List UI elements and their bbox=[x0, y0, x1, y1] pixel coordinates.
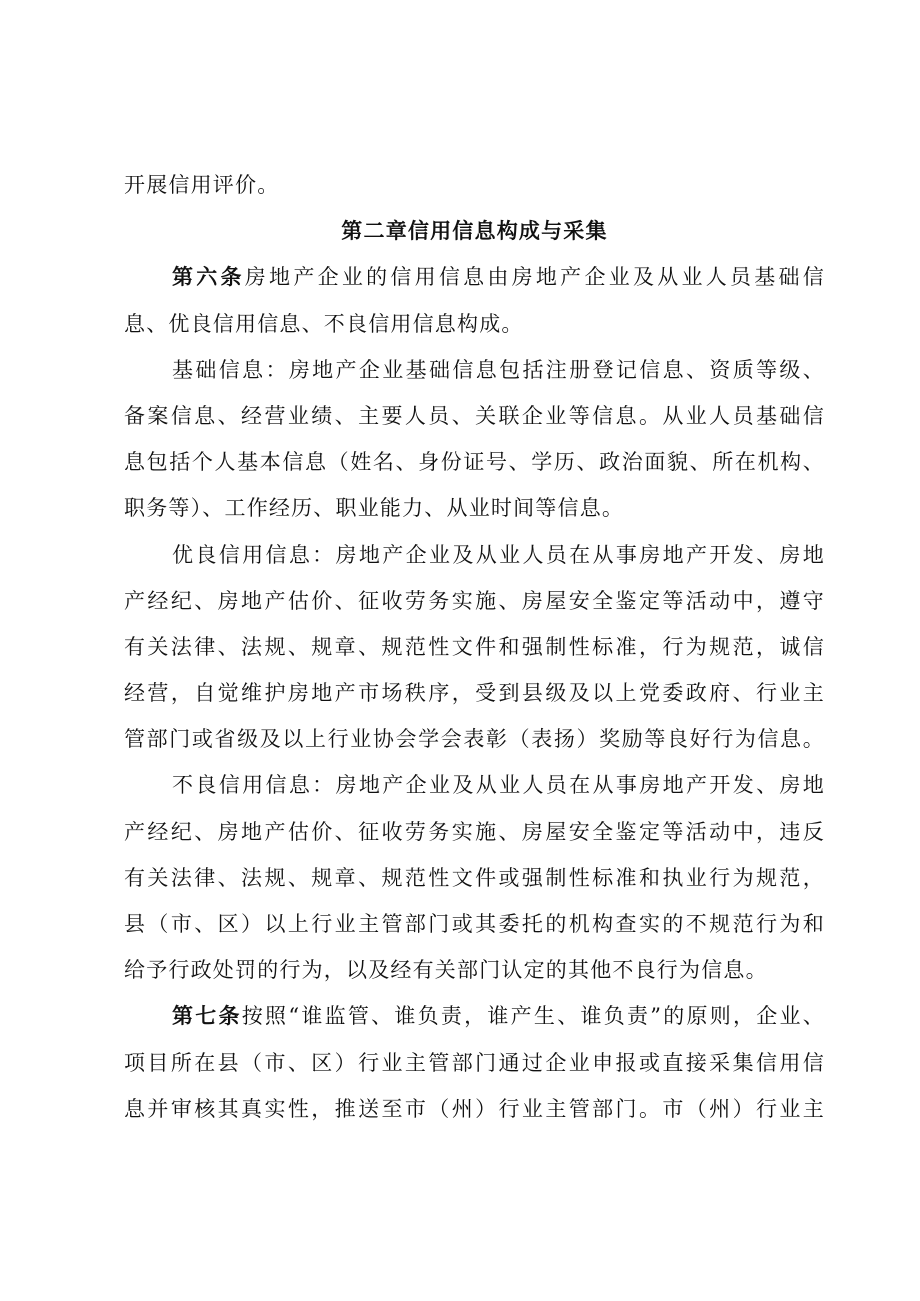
article-label: 第六条 bbox=[172, 264, 245, 290]
text-line-12: 经营，自觉维护房地产市场秩序，受到县级及以上党委政府、行业主 bbox=[124, 681, 825, 706]
text-line-1: 开展信用评价。 bbox=[124, 173, 280, 197]
text-line-7: 息包括个人基本信息（姓名、身份证号、学历、政治面貌、所在机构、 bbox=[124, 450, 825, 475]
bad-credit-paragraph: 不良信用信息：房地产企业及从业人员在从事房地产开发、房地 bbox=[172, 773, 825, 798]
text-line-4: 息、优良信用信息、不良信用信息构成。 bbox=[124, 311, 524, 336]
text-line-18: 给予行政处罚的行为，以及经有关部门认定的其他不良行为信息。 bbox=[124, 958, 768, 983]
text-line-20: 项目所在县（市、区）行业主管部门通过企业申报或直接采集信用信 bbox=[124, 1050, 825, 1075]
document-body bbox=[124, 162, 825, 1132]
text-line-21: 息并审核其真实性，推送至市（州）行业主管部门。市（州）行业主 bbox=[124, 1096, 825, 1121]
text-line-10: 产经纪、房地产估价、征收劳务实施、房屋安全鉴定等活动中，遵守 bbox=[124, 588, 825, 613]
chapter-heading: 第二章信用信息构成与采集 bbox=[341, 218, 608, 244]
good-credit-paragraph: 优良信用信息：房地产企业及从业人员在从事房地产开发、房地 bbox=[172, 542, 825, 567]
text-line-15: 产经纪、房地产估价、征收劳务实施、房屋安全鉴定等活动中，违反 bbox=[124, 819, 825, 844]
article-label: 第七条 bbox=[172, 1003, 242, 1029]
text-line-16: 有关法律、法规、规章、规范性文件或强制性标准和执业行为规范， bbox=[124, 865, 825, 890]
article-7-start: 第七条按照“谁监管、谁负责，谁产生、谁负责”的原则，企业、 bbox=[172, 1003, 825, 1029]
text-line-13: 管部门或省级及以上行业协会学会表彰（表扬）奖励等良好行为信息。 bbox=[124, 727, 825, 752]
text-line-8: 职务等）、工作经历、职业能力、从业时间等信息。 bbox=[124, 496, 625, 521]
article-6-start: 第六条房地产企业的信用信息由房地产企业及从业人员基础信 bbox=[172, 264, 825, 290]
basic-info-paragraph: 基础信息：房地产企业基础信息包括注册登记信息、资质等级、 bbox=[172, 357, 825, 382]
text-line-11: 有关法律、法规、规章、规范性文件和强制性标准，行为规范，诚信 bbox=[124, 634, 825, 659]
text-line-6: 备案信息、经营业绩、主要人员、关联企业等信息。从业人员基础信 bbox=[124, 403, 825, 428]
text-line-17: 县（市、区）以上行业主管部门或其委托的机构查实的不规范行为和 bbox=[124, 912, 825, 936]
